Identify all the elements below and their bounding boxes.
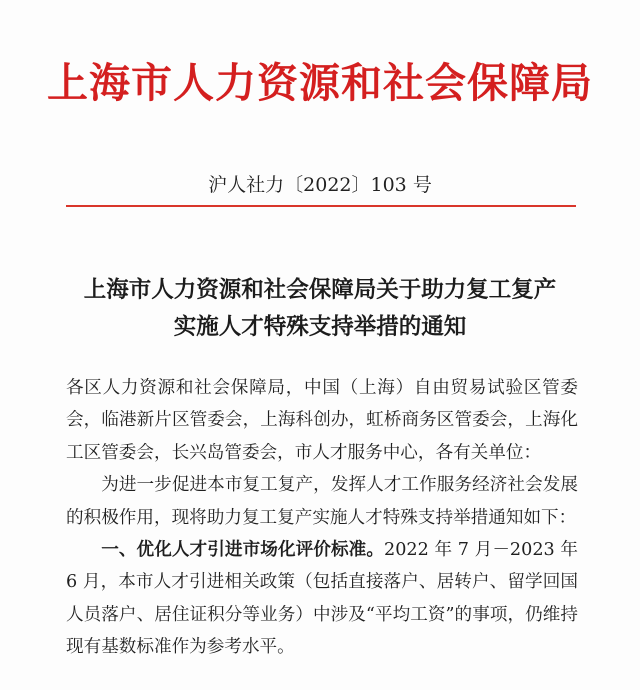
document-title-line-2: 实施人才特殊支持举措的通知 (173, 314, 467, 340)
document-number: 沪人社力〔2022〕103 号 (208, 174, 432, 196)
addressee-paragraph: 各区人力资源和社会保障局，中国（上海）自由贸易试验区管委会，临港新片区管委会，上海科创办，虹桥商务区管委会，上海化工区管委会，长兴岛管委会，市人才服务中心，各有关单位： (66, 378, 578, 463)
document-title (40, 272, 600, 346)
section-1-text: 2022 年 7 月－2023 年 6 月，本市人才引进相关政策（包括直接落户、居转户、留学回国人员落户、居住证积分等业务）中涉及“平均工资”的事项，仍维持现有基数标准作为参考水平。 (66, 540, 578, 658)
intro-paragraph: 为进一步促进本市复工复产，发挥人才工作服务经济社会发展的积极作用，现将助力复工复产实施人才特殊支持举措通知如下： (66, 475, 578, 528)
document-body (66, 372, 578, 664)
red-divider-line (66, 205, 576, 207)
section-1-paragraph (66, 534, 578, 664)
issuing-authority-masthead: 上海市人力资源和社会保障局 (47, 59, 593, 107)
document-title-line-1: 上海市人力资源和社会保障局关于助力复工复产 (83, 277, 557, 303)
section-1-heading: 一、优化人才引进市场化评价标准。 (101, 540, 384, 561)
